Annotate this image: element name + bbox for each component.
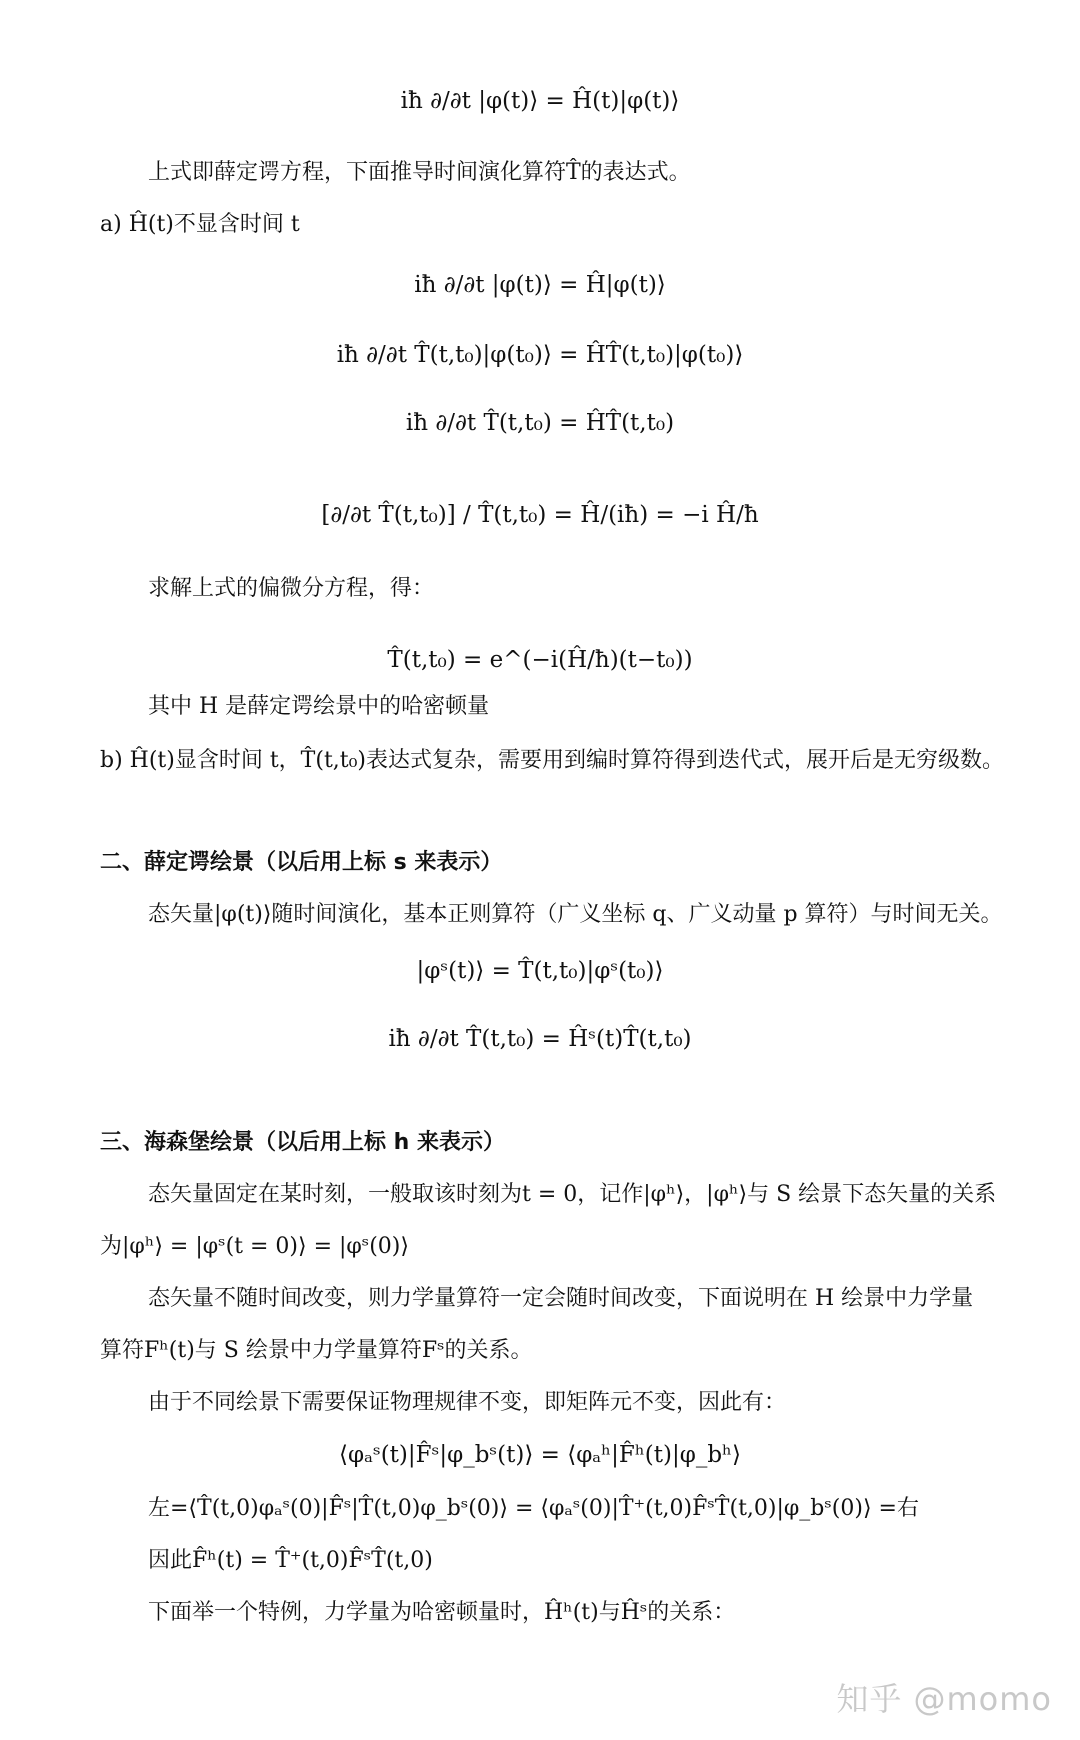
eq-h3: 因此F̂ʰ(t) = T̂⁺(t,0)F̂ˢT̂(t,0) xyxy=(148,1548,433,1573)
eq-a1: iħ ∂/∂t |φ(t)⟩ = Ĥ|φ(t)⟩ xyxy=(414,272,666,298)
eq-a3: iħ ∂/∂t T̂(t,t₀) = ĤT̂(t,t₀) xyxy=(405,410,675,436)
eq-a4: [∂/∂t T̂(t,t₀)] / T̂(t,t₀) = Ĥ/(iħ) = −i Ĥ/ħ xyxy=(321,502,759,528)
eq-s2: iħ ∂/∂t T̂(t,t₀) = Ĥˢ(t)T̂(t,t₀) xyxy=(388,1026,692,1052)
heisenberg-paragraph-1-cont: 为|φʰ⟩ = |φˢ(t = 0)⟩ = |φˢ(0)⟩ xyxy=(100,1234,409,1259)
heisenberg-paragraph-2: 态矢量不随时间改变，则力学量算符一定会随时间改变，下面说明在 H 绘景中力学量 xyxy=(148,1286,974,1311)
hamiltonian-note: 其中 H 是薛定谔绘景中的哈密顿量 xyxy=(148,694,490,719)
heisenberg-paragraph-4: 下面举一个特例，力学量为哈密顿量时，Ĥʰ(t)与Ĥˢ的关系： xyxy=(148,1600,736,1625)
eq-a2: iħ ∂/∂t T̂(t,t₀)|φ(t₀)⟩ = ĤT̂(t,t₀)|φ(t₀)⟩ xyxy=(336,342,744,368)
heisenberg-paragraph-3: 由于不同绘景下需要保证物理规律不变，即矩阵元不变，因此有： xyxy=(148,1390,787,1415)
eq-schrodinger: iħ ∂/∂t |φ(t)⟩ = Ĥ(t)|φ(t)⟩ xyxy=(400,88,680,114)
schrodinger-paragraph: 态矢量|φ(t)⟩随时间演化，基本正则算符（广义坐标 q、广义动量 p 算符）与时间无关。 xyxy=(148,902,1003,927)
heading-heisenberg-picture: 三、海森堡绘景（以后用上标 h 来表示） xyxy=(100,1130,505,1155)
heisenberg-paragraph-1: 态矢量固定在某时刻，一般取该时刻为t = 0，记作|φʰ⟩，|φʰ⟩与 S 绘景下态矢量的关系 xyxy=(148,1182,997,1207)
case-b-item: b) Ĥ(t)显含时间 t，T̂(t,t₀)表达式复杂，需要用到编时算符得到迭代式，展开后是无穷级数。 xyxy=(100,748,1005,773)
solve-paragraph: 求解上式的偏微分方程，得： xyxy=(148,576,435,601)
eq-a5: T̂(t,t₀) = e^(−i(Ĥ/ħ)(t−t₀)) xyxy=(387,647,693,673)
intro-paragraph: 上式即薛定谔方程，下面推导时间演化算符T̂的表达式。 xyxy=(148,160,691,185)
heading-schrodinger-picture: 二、薛定谔绘景（以后用上标 s 来表示） xyxy=(100,850,503,875)
eq-h1: ⟨φₐˢ(t)|F̂ˢ|φ_bˢ(t)⟩ = ⟨φₐʰ|F̂ʰ(t)|φ_bʰ⟩ xyxy=(339,1442,741,1468)
heisenberg-paragraph-2-cont: 算符Fʰ(t)与 S 绘景中力学量算符Fˢ的关系。 xyxy=(100,1338,533,1363)
eq-h2: 左=⟨T̂(t,0)φₐˢ(0)|F̂ˢ|T̂(t,0)φ_bˢ(0)⟩ = ⟨φₐˢ(0)|T̂⁺(t,0)F̂ˢT̂(t,0)|φ_bˢ(0)⟩ =右 xyxy=(148,1496,919,1521)
case-a-item: a) Ĥ(t)不显含时间 t xyxy=(100,212,300,237)
eq-s1: |φˢ(t)⟩ = T̂(t,t₀)|φˢ(t₀)⟩ xyxy=(416,958,664,984)
watermark: 知乎 @momo xyxy=(836,1680,1052,1718)
